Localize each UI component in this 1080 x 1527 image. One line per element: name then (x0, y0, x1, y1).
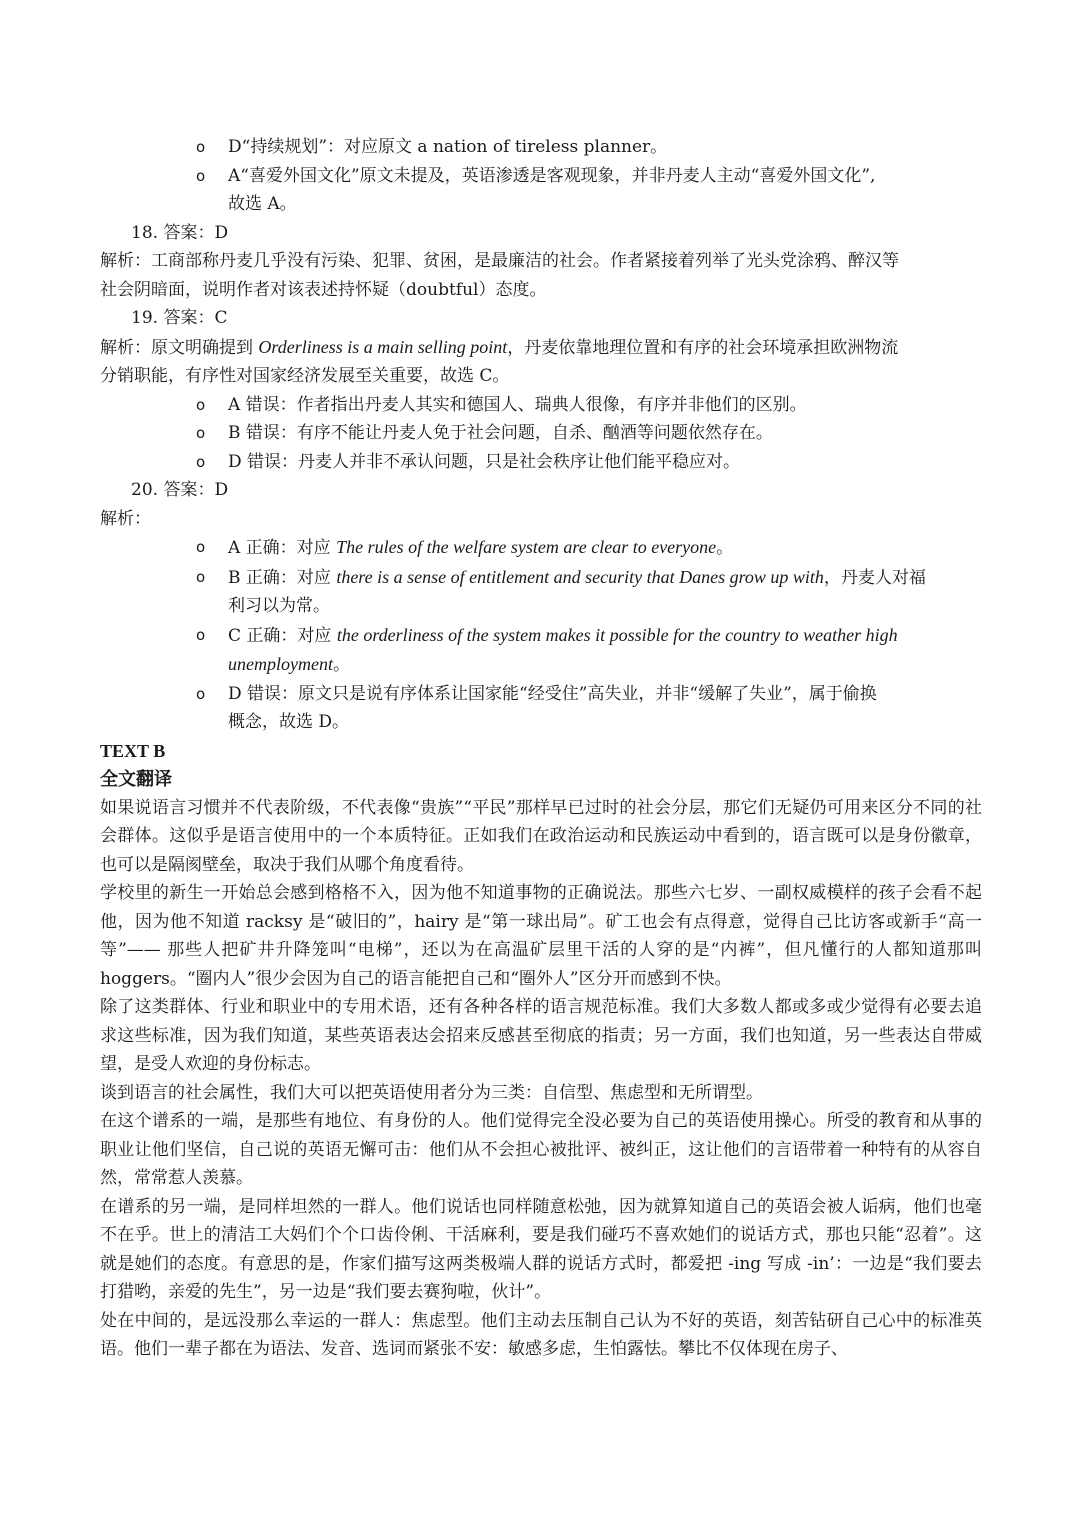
translation-paragraph-6: 在谱系的另一端，是同样坦然的一群人。他们说话也同样随意松弛，因为就算知道自己的英语会被人诟病，他们也毫不在乎。世上的清洁工大妈们个个口齿伶俐、干活麻利，要是我们碰巧不喜欢她们的说话方式，那也只能“忍着”。这就是她们的态度。有意思的是，作家们描写这两类极端人群的说话方式时，都爱把 -ing 写成 -in’：一边是“我们要去打猎哟，亲爱的先生”，另一边是“我们要去赛狗啦，伙计”。 (100, 1196, 982, 1302)
bullet-marker: o (196, 166, 206, 185)
bullet-marker: o (196, 625, 206, 644)
option-20-b-line-2: 利习以为常。 (228, 596, 330, 616)
bullet-marker: o (196, 138, 206, 156)
analysis-19-text-cont: ，丹麦依靠地理位置和有序的社会环境承担欧洲物流 (507, 337, 899, 358)
list-item (100, 419, 982, 448)
option-20-a (228, 533, 982, 563)
list-item (100, 162, 982, 219)
option-19-b: B 错误：有序不能让丹麦人免于社会问题，自杀、酗酒等问题依然存在。 (228, 423, 773, 443)
analysis-19-line-2: 分销职能，有序性对国家经济发展至关重要，故选 C。 (100, 366, 510, 386)
option-20-b-quote: there is a sense of entitlement and security that Danes grow up with (336, 566, 824, 587)
option-20-c-line-2 (228, 650, 982, 680)
option-20-a-quote: The rules of the welfare system are clear to everyone (336, 537, 717, 557)
translation-paragraph-3: 除了这类群体、行业和职业中的专用术语，还有各种各样的语言规范标准。我们大多数人都或多或少觉得有必要去追求这些标准，因为我们知道，某些英语表达会招来反感甚至彻底的指责；另一方面，我们也知道，另一些表达自带威望，是受人欢迎的身份标志。 (100, 997, 982, 1074)
analysis-18-line-2: 社会阴暗面，说明作者对该表述持怀疑（doubtful）态度。 (100, 279, 547, 300)
option-20-c-quote: the orderliness of the system makes it possible for the country to weather high (336, 624, 898, 645)
list-item (100, 533, 982, 563)
subsection-heading: 全文翻译 (100, 769, 172, 789)
translation-paragraph-1: 如果说语言习惯并不代表阶级，不代表像“贵族”“平民”那样早已过时的社会分层，那它们无疑仍可用来区分不同的社会群体。这似乎是语言使用中的一个本质特征。正如我们在政治运动和民族运动中看到的，语言既可以是身份徽章，也可以是隔阂壁垒，取决于我们从哪个角度看待。 (100, 797, 982, 875)
bullet-marker: o (196, 424, 206, 442)
list-item (100, 680, 982, 737)
analysis-20-label: 解析： (100, 508, 151, 529)
answer-18: 18. 答案：D (131, 222, 229, 243)
list-item (100, 391, 982, 420)
option-20-b-end: ，丹麦人对福 (823, 567, 926, 588)
option-19-d: D 错误：丹麦人并非不承认问题，只是社会秩序让他们能平稳应对。 (228, 451, 741, 472)
option-20-a-end: 。 (716, 538, 734, 558)
answer-20: 20. 答案：D (131, 480, 229, 500)
option-20-c-text: C 正确：对应 (228, 625, 337, 646)
analysis-19-text: 解析：原文明确提到 (100, 337, 259, 358)
list-item (100, 133, 982, 162)
translation-paragraph-5: 在这个谱系的一端，是那些有地位、有身份的人。他们觉得完全没必要为自己的英语使用操心。所受的教育和从事的职业让他们坚信，自己说的英语无懈可击：他们从不会担心被批评、被纠正，这让他们的言语带着一种特有的从容自然，常常惹人羡慕。 (100, 1111, 982, 1188)
translation-paragraph-4: 谈到语言的社会属性，我们大可以把英语使用者分为三类：自信型、焦虑型和无所谓型。 (100, 1082, 763, 1103)
bullet-marker: o (196, 395, 206, 414)
analysis-19-quote: Orderliness is a main selling point (258, 336, 508, 357)
translation-paragraph-2: 学校里的新生一开始总会感到格格不入，因为他不知道事物的正确说法。那些六七岁、一副权威模样的孩子会看不起他，因为他不知道 racksy 是“破旧的”，hairy 是“第一球出局”。矿工也会有点得意，觉得自己比访客或新手“高一等”—— 那些人把矿井升降笼叫“电梯”，还以为在高温矿层里干活的人穿的是“内裤”，但凡懂行的人都知道那叫 hoggers。“圈内人”很少会因为自己的语言能把自己和“圈外人”区分开而感到不快。 (100, 883, 982, 989)
option-a-note-line-2: 故选 A。 (228, 194, 297, 214)
bullet-marker: o (196, 567, 206, 586)
option-20-c-line-1 (228, 621, 982, 651)
document-content (100, 133, 982, 1364)
bullet-marker: o (196, 538, 206, 556)
analysis-18-line-1: 解析：工商部称丹麦几乎没有污染、犯罪、贫困，是最廉洁的社会。作者紧接着列举了光头党涂鸦、醉汉等 (100, 251, 899, 271)
bullet-marker: o (196, 452, 206, 471)
bullet-marker: o (196, 684, 206, 703)
option-20-b-text: B 正确：对应 (228, 567, 337, 588)
option-20-b-line-1 (228, 563, 982, 593)
option-d-note: D“持续规划”：对应原文 a nation of tireless planner。 (228, 137, 668, 157)
option-20-a-text: A 正确：对应 (228, 538, 337, 558)
option-20-d-line-2: 概念，故选 D。 (228, 712, 350, 732)
option-a-note-line-1: A“喜爱外国文化”原文未提及，英语渗透是客观现象，并非丹麦人主动“喜爱外国文化”, (228, 165, 876, 186)
option-19-a: A 错误：作者指出丹麦人其实和德国人、瑞典人很像，有序并非他们的区别。 (228, 394, 807, 415)
list-item (100, 563, 982, 621)
answer-19: 19. 答案：C (131, 308, 228, 328)
translation-paragraph-7: 处在中间的，是远没那么幸运的一群人：焦虑型。他们主动去压制自己认为不好的英语，刻苦钻研自己心中的标准英语。他们一辈子都在为语法、发音、选词而紧张不安：敏感多虑，生怕露怯。攀比不仅体现在房子、 (100, 1310, 982, 1359)
option-20-c-end: 。 (332, 655, 350, 675)
option-20-d-line-1: D 错误：原文只是说有序体系让国家能“经受住”高失业，并非“缓解了失业”，属于偷换 (228, 683, 877, 704)
section-heading: TEXT B (100, 740, 166, 761)
option-20-c-quote-cont: unemployment (228, 654, 333, 674)
list-item (100, 621, 982, 680)
analysis-19-line-1 (100, 333, 982, 363)
list-item (100, 448, 982, 477)
